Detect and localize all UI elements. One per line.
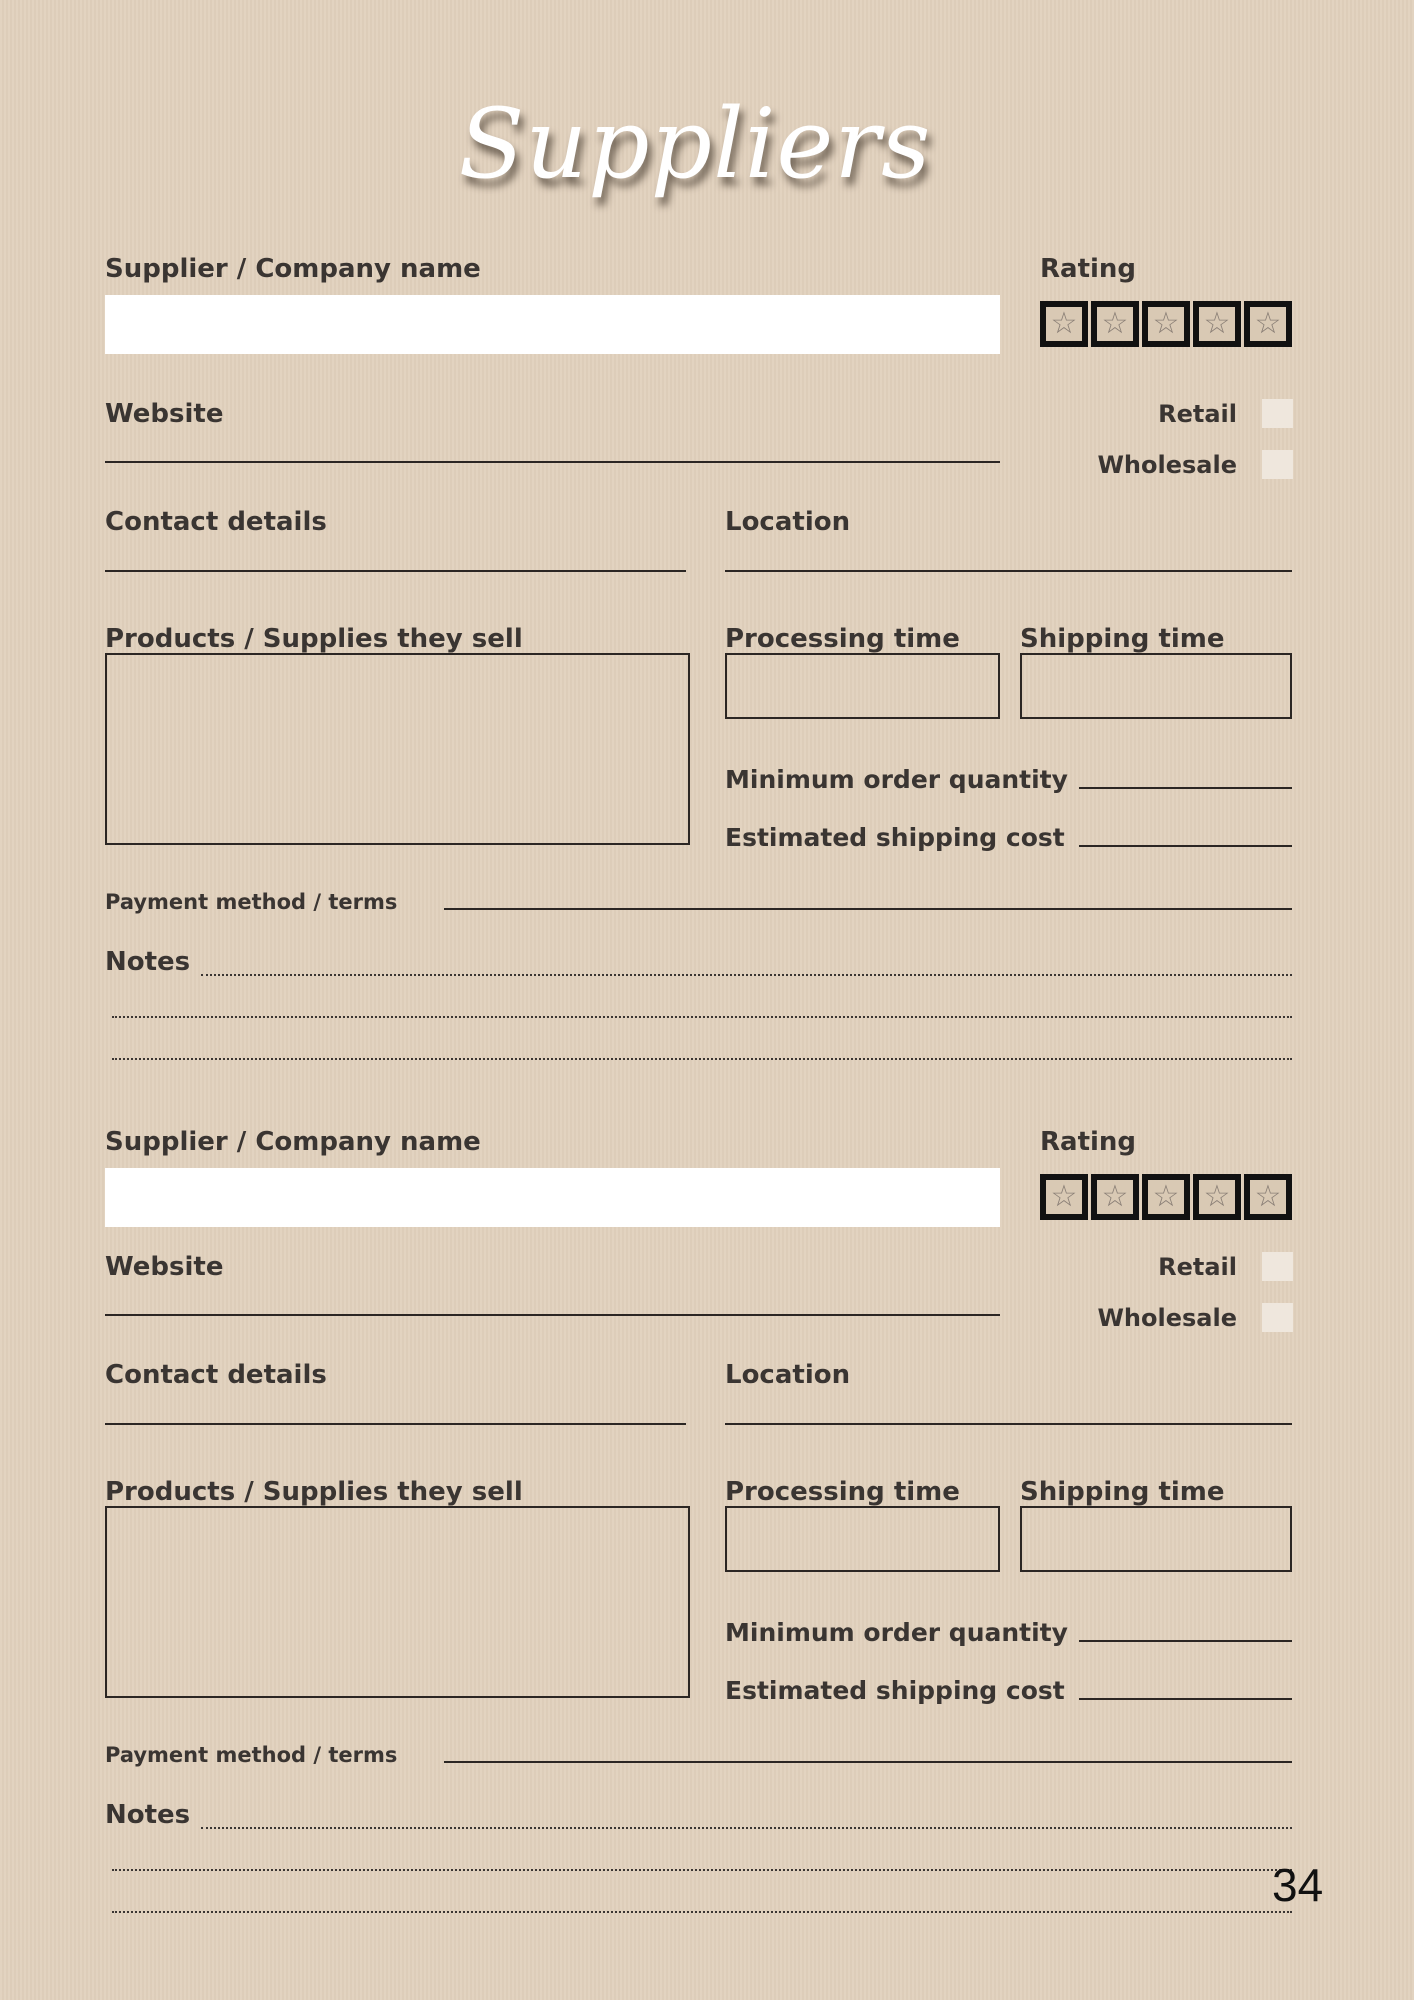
website-input[interactable]	[105, 461, 1000, 463]
shipping-time-input[interactable]	[1020, 653, 1292, 719]
star-icon[interactable]: ☆	[1040, 301, 1088, 347]
wholesale-label: Wholesale	[1097, 1304, 1237, 1332]
supplier-section	[0, 254, 1414, 1071]
shipping-time-label: Shipping time	[1020, 624, 1225, 654]
star-icon[interactable]: ☆	[1040, 1174, 1088, 1220]
company-name-input[interactable]	[105, 295, 1000, 354]
products-label: Products / Supplies they sell	[105, 624, 523, 654]
star-icon[interactable]: ☆	[1091, 301, 1139, 347]
notes-line[interactable]	[112, 1911, 1292, 1913]
star-rating[interactable]	[1040, 301, 1292, 347]
notes-line[interactable]	[112, 1058, 1292, 1060]
products-label: Products / Supplies they sell	[105, 1477, 523, 1507]
supplier-section	[0, 1124, 1414, 1924]
min-order-input[interactable]	[1079, 787, 1292, 789]
retail-checkbox[interactable]	[1262, 1252, 1293, 1281]
processing-time-input[interactable]	[725, 1506, 1000, 1572]
payment-input[interactable]	[444, 1761, 1292, 1763]
retail-checkbox[interactable]	[1262, 399, 1293, 428]
company-name-label: Supplier / Company name	[105, 1127, 481, 1157]
min-order-label: Minimum order quantity	[725, 1618, 1068, 1647]
star-icon[interactable]: ☆	[1244, 301, 1292, 347]
shipping-cost-label: Estimated shipping cost	[725, 823, 1065, 852]
min-order-input[interactable]	[1079, 1640, 1292, 1642]
rating-label: Rating	[1040, 254, 1137, 284]
page-number: 34	[1272, 1859, 1324, 1911]
wholesale-label: Wholesale	[1097, 451, 1237, 479]
products-textarea[interactable]	[105, 1506, 690, 1698]
min-order-label: Minimum order quantity	[725, 765, 1068, 794]
wholesale-checkbox[interactable]	[1262, 1303, 1293, 1332]
star-icon[interactable]: ☆	[1142, 301, 1190, 347]
products-textarea[interactable]	[105, 653, 690, 845]
contact-details-label: Contact details	[105, 1360, 327, 1390]
location-label: Location	[725, 507, 851, 537]
company-name-input[interactable]	[105, 1168, 1000, 1227]
payment-input[interactable]	[444, 908, 1292, 910]
processing-time-label: Processing time	[725, 624, 960, 654]
processing-time-label: Processing time	[725, 1477, 960, 1507]
notes-line[interactable]	[112, 1016, 1292, 1018]
website-label: Website	[105, 1252, 224, 1282]
company-name-label: Supplier / Company name	[105, 254, 481, 284]
star-icon[interactable]: ☆	[1193, 301, 1241, 347]
website-input[interactable]	[105, 1314, 1000, 1316]
star-icon[interactable]: ☆	[1091, 1174, 1139, 1220]
star-rating[interactable]	[1040, 1174, 1292, 1220]
star-icon[interactable]: ☆	[1193, 1174, 1241, 1220]
rating-label: Rating	[1040, 1127, 1137, 1157]
shipping-cost-label: Estimated shipping cost	[725, 1676, 1065, 1705]
notes-line[interactable]	[201, 1827, 1292, 1829]
retail-label: Retail	[1158, 1253, 1237, 1281]
shipping-cost-input[interactable]	[1079, 845, 1292, 847]
star-icon[interactable]: ☆	[1142, 1174, 1190, 1220]
payment-label: Payment method / terms	[105, 890, 398, 914]
shipping-time-input[interactable]	[1020, 1506, 1292, 1572]
notes-line[interactable]	[201, 974, 1292, 976]
shipping-cost-input[interactable]	[1079, 1698, 1292, 1700]
wholesale-checkbox[interactable]	[1262, 450, 1293, 479]
notes-label: Notes	[105, 947, 191, 977]
processing-time-input[interactable]	[725, 653, 1000, 719]
contact-details-input[interactable]	[105, 570, 686, 572]
shipping-time-label: Shipping time	[1020, 1477, 1225, 1507]
contact-details-label: Contact details	[105, 507, 327, 537]
location-label: Location	[725, 1360, 851, 1390]
website-label: Website	[105, 399, 224, 429]
star-icon[interactable]: ☆	[1244, 1174, 1292, 1220]
page-title: Suppliers	[458, 88, 932, 200]
retail-label: Retail	[1158, 400, 1237, 428]
notes-line[interactable]	[112, 1869, 1292, 1871]
notes-label: Notes	[105, 1800, 191, 1830]
payment-label: Payment method / terms	[105, 1743, 398, 1767]
location-input[interactable]	[725, 570, 1292, 572]
location-input[interactable]	[725, 1423, 1292, 1425]
contact-details-input[interactable]	[105, 1423, 686, 1425]
